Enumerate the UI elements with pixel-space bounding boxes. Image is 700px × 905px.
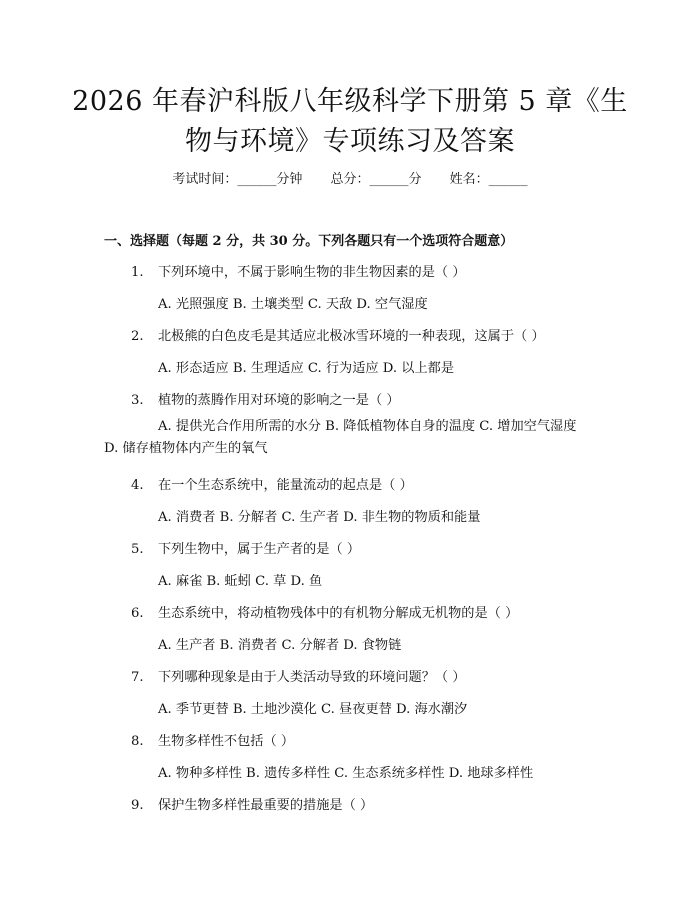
question-number: 9. bbox=[131, 798, 144, 813]
question-8-options: A. 物种多样性 B. 遗传多样性 C. 生态系统多样性 D. 地球多样性 bbox=[158, 766, 534, 781]
question-text: 植物的蒸腾作用对环境的影响之一是（ ） bbox=[158, 393, 400, 408]
question-3-options: A. 提供光合作用所需的水分 B. 降低植物体自身的温度 C. 增加空气湿度 D. 储存植物体内产生的氧气 bbox=[104, 419, 577, 456]
question-7-options: A. 季节更替 B. 土地沙漠化 C. 昼夜更替 D. 海水潮汐 bbox=[158, 702, 468, 717]
question-number: 1. bbox=[131, 265, 144, 280]
question-6 bbox=[131, 602, 518, 621]
section-title: 一、选择题（每题 2 分，共 30 分。下列各题只有一个选项符合题意） bbox=[104, 234, 514, 249]
question-3 bbox=[131, 389, 400, 408]
question-number: 3. bbox=[131, 393, 144, 408]
exam-meta bbox=[0, 168, 700, 187]
question-9 bbox=[131, 794, 373, 813]
question-7 bbox=[131, 666, 466, 685]
question-2 bbox=[131, 325, 545, 344]
question-5-options: A. 麻雀 B. 蚯蚓 C. 草 D. 鱼 bbox=[158, 574, 323, 589]
question-text: 保护生物多样性最重要的措施是（ ） bbox=[158, 798, 374, 813]
student-name: 姓名：______ bbox=[449, 172, 528, 187]
question-text: 生态系统中，将动植物残体中的有机物分解成无机物的是（ ） bbox=[158, 606, 519, 621]
question-text: 下列环境中，不属于影响生物的非生物因素的是（ ） bbox=[158, 265, 466, 280]
question-number: 4. bbox=[131, 478, 144, 493]
exam-time: 考试时间：______分钟 bbox=[172, 172, 303, 187]
question-6-options: A. 生产者 B. 消费者 C. 分解者 D. 食物链 bbox=[158, 638, 402, 653]
title-line-1: 2026 年春沪科版八年级科学下册第 5 章《生 bbox=[72, 86, 628, 117]
title-line-2: 物与环境》专项练习及答案 bbox=[185, 126, 515, 157]
question-number: 7. bbox=[131, 670, 144, 685]
question-number: 5. bbox=[131, 542, 144, 557]
exam-score: 总分：______分 bbox=[330, 172, 422, 187]
question-text: 下列哪种现象是由于人类活动导致的环境问题？（ ） bbox=[158, 670, 466, 685]
document-title bbox=[70, 82, 630, 162]
question-2-options: A. 形态适应 B. 生理适应 C. 行为适应 D. 以上都是 bbox=[158, 361, 455, 376]
question-text: 北极熊的白色皮毛是其适应北极冰雪环境的一种表现，这属于（ ） bbox=[158, 329, 545, 344]
question-number: 8. bbox=[131, 734, 144, 749]
question-4 bbox=[131, 474, 413, 493]
question-4-options: A. 消费者 B. 分解者 C. 生产者 D. 非生物的物质和能量 bbox=[158, 510, 481, 525]
question-text: 下列生物中，属于生产者的是（ ） bbox=[158, 542, 361, 557]
question-1-options: A. 光照强度 B. 土壤类型 C. 天敌 D. 空气湿度 bbox=[158, 297, 428, 312]
question-8 bbox=[131, 730, 294, 749]
question-1 bbox=[131, 261, 466, 280]
question-number: 2. bbox=[131, 329, 144, 344]
question-text: 生物多样性不包括（ ） bbox=[158, 734, 295, 749]
question-number: 6. bbox=[131, 606, 144, 621]
question-5 bbox=[131, 538, 360, 557]
question-text: 在一个生态系统中，能量流动的起点是（ ） bbox=[158, 478, 413, 493]
